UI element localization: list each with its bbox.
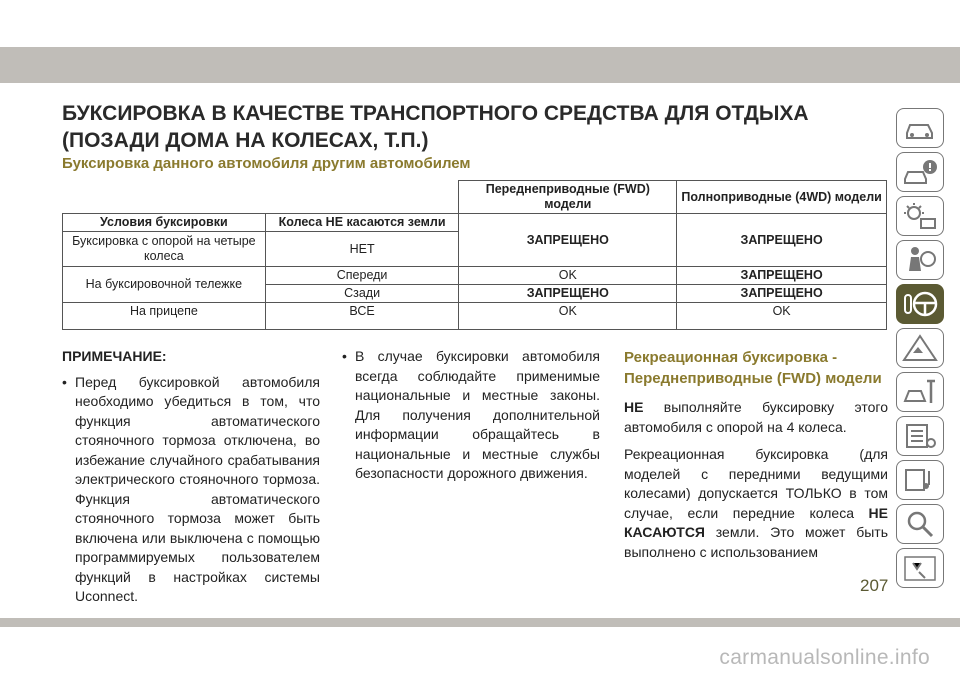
- section-subtitle: Буксировка данного автомобиля другим автомобилем: [62, 155, 471, 172]
- watermark: carmanualsonline.info: [719, 646, 930, 669]
- tab-safety[interactable]: [896, 240, 944, 280]
- tab-index[interactable]: [896, 548, 944, 588]
- cell-trailer-fwd: OK: [459, 303, 677, 330]
- cell-dolly-rear: Сзади: [265, 285, 459, 303]
- paragraph-text: выполняйте буксировку этого автомобиля с опорой на 4 колеса.: [624, 399, 888, 435]
- tab-servicing[interactable]: [896, 372, 944, 412]
- cell-tow-dolly: На буксировочной тележке: [63, 267, 266, 303]
- emphasis-not-touch: НЕ КАСАЮТСЯ: [624, 504, 888, 540]
- page-title: БУКСИРОВКА В КАЧЕСТВЕ ТРАНСПОРТНОГО СРЕДСТВА ДЛЯ ОТДЫХА (ПОЗАДИ ДОМА НА КОЛЕСАХ, Т.П.): [62, 102, 809, 152]
- specifications-list-icon: [901, 421, 939, 451]
- tab-specifications[interactable]: [896, 416, 944, 456]
- service-tools-icon: [901, 377, 939, 407]
- search-icon: [901, 509, 939, 539]
- note-column-2: [342, 347, 600, 484]
- table-row: [63, 303, 887, 330]
- cell-dolly-rear-4wd: ЗАПРЕЩЕНО: [677, 285, 887, 303]
- tab-search[interactable]: [896, 504, 944, 544]
- paragraph-text: Рекреационная буксировка (для моделей с передними ведущими колесами) допускается ТОЛЬКО в том случае, если передние колеса: [624, 446, 888, 521]
- cell-fwd-prohibited: ЗАПРЕЩЕНО: [459, 214, 677, 267]
- emphasis-not: НЕ: [624, 399, 644, 415]
- note-bullet-laws: • В случае буксировки автомобиля всегда соблюдайте применимые национальные и местные законы. Для получения дополнительной информации обращайтесь в национальные и местные службы безопасности дорожного движения.: [342, 347, 600, 484]
- note-bullet-parking-brake: • Перед буксировкой автомобиля необходимо убедиться в том, что функция автоматического стояночного тормоза отключена, во избежание случайного срабатывания электрического стояночного тормоза. Функция автоматического стояночного тормоза может быть включена или выключена с помощью программируемых пользователем функций в настройках системы Uconnect.: [62, 373, 320, 607]
- table-row: [63, 267, 887, 285]
- cell-dolly-front: Спереди: [265, 267, 459, 285]
- cell-dolly-front-4wd: ЗАПРЕЩЕНО: [677, 267, 887, 285]
- footer-band: [0, 618, 960, 627]
- recreational-paragraph-2: [624, 445, 888, 562]
- dashboard-lights-icon: [901, 201, 939, 231]
- tab-vehicle[interactable]: [896, 108, 944, 148]
- airbag-person-icon: [901, 245, 939, 275]
- tab-multimedia[interactable]: [896, 460, 944, 500]
- page-number: 207: [860, 576, 889, 595]
- cell-trailer-wheels: ВСЕ: [265, 303, 459, 330]
- cell-dolly-front-fwd: OK: [459, 267, 677, 285]
- header-conditions: Условия буксировки: [63, 214, 266, 232]
- header-fwd: Переднеприводные (FWD) модели: [459, 181, 677, 214]
- hazard-triangle-icon: [901, 333, 939, 363]
- steering-wheel-key-icon: [901, 289, 939, 319]
- recreational-towing-section: [624, 347, 888, 570]
- multimedia-icon: [901, 465, 939, 495]
- tab-dashboard[interactable]: [896, 196, 944, 236]
- header-wheels-off-ground: Колеса НЕ касаются земли: [265, 214, 459, 232]
- tab-starting-operating[interactable]: [896, 284, 944, 324]
- cell-four-wheel-value: НЕТ: [265, 232, 459, 267]
- towing-table: [62, 180, 887, 330]
- alphabetical-index-icon: [901, 553, 939, 583]
- table-row: [63, 214, 887, 232]
- note-column: [62, 347, 320, 607]
- cell-trailer: На прицепе: [63, 303, 266, 330]
- cell-four-wheel-tow: Буксировка с опорой на четыре колеса: [63, 232, 266, 267]
- table-empty-corner: [63, 181, 459, 214]
- header-band: [0, 47, 960, 83]
- cell-trailer-4wd: OK: [677, 303, 887, 330]
- note-heading: ПРИМЕЧАНИЕ:: [62, 348, 167, 364]
- top-margin: [0, 0, 960, 47]
- table-row: [63, 181, 887, 214]
- cell-dolly-rear-fwd: ЗАПРЕЩЕНО: [459, 285, 677, 303]
- paragraph-text: земли. Это может быть выполнено с использованием: [624, 524, 888, 560]
- recreational-heading: Рекреационная буксировка - Переднеприводные (FWD) модели: [624, 349, 882, 387]
- tab-warnings[interactable]: [896, 152, 944, 192]
- recreational-paragraph-1: [624, 398, 888, 437]
- tab-emergency[interactable]: [896, 328, 944, 368]
- cell-4wd-prohibited: ЗАПРЕЩЕНО: [677, 214, 887, 267]
- car-front-icon: [901, 113, 939, 143]
- header-4wd: Полноприводные (4WD) модели: [677, 181, 887, 214]
- car-warning-icon: [901, 157, 939, 187]
